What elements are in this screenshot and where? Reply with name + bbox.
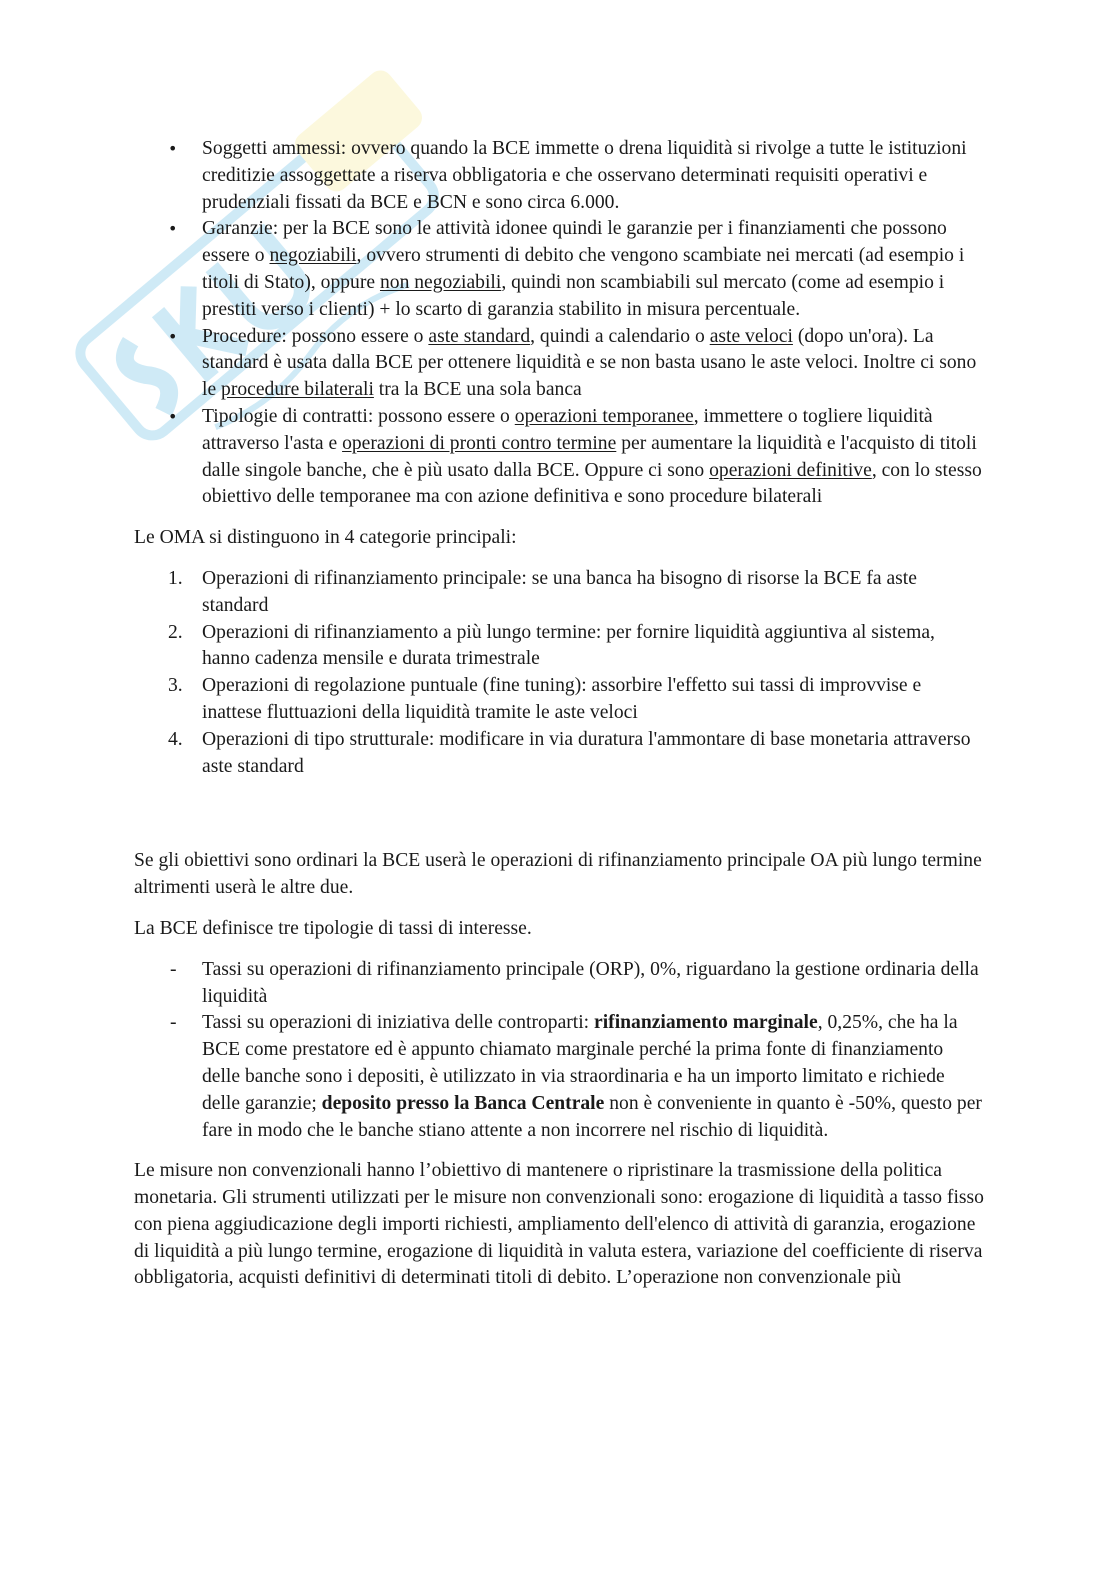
rate-text: , 0,25%, che ha la BCE come prestatore ed è appunto chiamato marginale perché la prima fonte di finanziamento delle banche sono i depositi, è utilizzato in via straordinaria e ha un importo limitato e richiede delle garanzie;	[202, 1012, 958, 1114]
bce-features-list	[134, 136, 984, 511]
oma-item	[134, 620, 984, 674]
bullet-text: per aumentare la liquidità e l'acquisto di titoli dalle singole banche, che è più usato dalla BCE. Oppure ci sono	[202, 432, 977, 481]
bullet-text: , quindi a calendario o	[530, 325, 710, 347]
oma-item	[134, 673, 984, 727]
bullet-garanzie	[134, 216, 984, 323]
objectives-paragraph: Se gli obiettivi sono ordinari la BCE userà le operazioni di rifinanziamento principale OA più lungo termine altrimenti userà le altre due.	[134, 850, 982, 899]
oma-intro: Le OMA si distinguono in 4 categorie principali:	[134, 527, 517, 549]
oma-item-text: Operazioni di tipo strutturale: modificare in via duratura l'ammontare di base monetaria attraverso aste standard	[202, 728, 971, 777]
rate-text: non è conveniente in quanto è -50%, questo per fare in modo che le banche stiano attente a non incorrere nel rischio di liquidità.	[202, 1092, 982, 1141]
underlined-term: negoziabili	[269, 245, 357, 267]
bullet-text: Tipologie di contratti: possono essere o	[202, 405, 515, 427]
oma-item-text: Operazioni di rifinanziamento principale: se una banca ha bisogno di risorse la BCE fa aste standard	[202, 567, 917, 616]
underlined-term: procedure bilaterali	[221, 379, 374, 401]
underlined-term: operazioni definitive	[709, 459, 872, 481]
underlined-term: operazioni temporanee	[514, 405, 694, 427]
oma-item-text: Operazioni di rifinanziamento a più lungo termine: per fornire liquidità aggiuntiva al sistema, hanno cadenza mensile e durata trimestrale	[202, 621, 935, 670]
bullet-soggetti-ammessi	[134, 136, 984, 216]
oma-item	[134, 566, 984, 620]
nonconventional-paragraph: Le misure non convenzionali hanno l’obiettivo di mantenere o ripristinare la trasmissione della politica monetaria. Gli strumenti utilizzati per le misure non convenzionali sono: erogazione di liquidità a tasso fisso con piena aggiudicazione degli importi richiesti, ampliamento dell'elenco di attività di garanzia, erogazione di liquidità a più lungo termine, erogazione di liquidità in valuta estera, variazione del coefficiente di riserva obbligatoria, acquisti definitivi di determinati titoli di debito. L’operazione non convenzionale più	[134, 1160, 984, 1289]
list-number: 3.	[168, 675, 183, 697]
bullet-tipologie-contratti	[134, 404, 984, 511]
interest-rates-list	[134, 957, 984, 1145]
document-page	[134, 136, 984, 1292]
underlined-term: aste standard	[428, 325, 531, 347]
rate-item-orp	[134, 957, 984, 1011]
oma-item-text: Operazioni di regolazione puntuale (fine tuning): assorbire l'effetto sui tassi di improvvise e inattese fluttuazioni della liquidità tramite le aste veloci	[202, 675, 922, 723]
underlined-term: aste veloci	[709, 325, 793, 347]
list-number: 4.	[168, 728, 183, 750]
bullet-text: Soggetti ammessi: ovvero quando la BCE immette o drena liquidità si rivolge a tutte le istituzioni creditizie assoggettate a riserva obbligatoria e che osservano determinati requisiti operativi e prudenziali fissati da BCE e BCN e sono circa 6.000.	[202, 138, 967, 213]
bullet-text: (dopo un'ora). La standard è usata dalla BCE per ottenere liquidità e se non basta usano le aste veloci. Inoltre ci sono le	[202, 325, 977, 401]
bullet-text: Garanzie: per la BCE sono le attività idonee quindi le garanzie per i finanziamenti che possono essere o	[202, 218, 947, 267]
list-number: 2.	[168, 621, 183, 643]
underlined-term: operazioni di pronti contro termine	[342, 432, 617, 454]
bullet-text: Procedure: possono essere o	[202, 325, 429, 347]
rate-item-controparti	[134, 1010, 984, 1144]
underlined-term: non negoziabili	[379, 271, 502, 293]
oma-item	[134, 727, 984, 781]
list-number: 1.	[168, 567, 183, 589]
bullet-text: tra la BCE una sola banca	[373, 379, 582, 401]
bullet-text: , ovvero strumenti di debito che vengono scambiate nei mercati (ad esempio i titoli di Stato), oppure	[202, 245, 965, 293]
bold-term: rifinanziamento marginale	[594, 1012, 818, 1034]
bullet-procedure	[134, 324, 984, 404]
rate-text: Tassi su operazioni di iniziativa delle controparti:	[202, 1012, 595, 1034]
bullet-text: , con lo stesso obiettivo delle temporanee ma con azione definitiva e sono procedure bilaterali	[202, 459, 982, 508]
rate-text: Tassi su operazioni di rifinanziamento principale (ORP), 0%, riguardano la gestione ordinaria della liquidità	[202, 958, 979, 1007]
bullet-text: , immettere o togliere liquidità attraverso l'asta e	[202, 405, 933, 454]
rates-intro: La BCE definisce tre tipologie di tassi di interesse.	[134, 917, 532, 939]
bullet-text: , quindi non scambiabili sul mercato (come ad esempio i prestiti verso i clienti) + lo scarto di garanzia stabilito in misura percentuale.	[202, 271, 945, 320]
oma-categories-list	[134, 566, 984, 780]
bold-term: deposito presso la Banca Centrale	[321, 1092, 605, 1114]
